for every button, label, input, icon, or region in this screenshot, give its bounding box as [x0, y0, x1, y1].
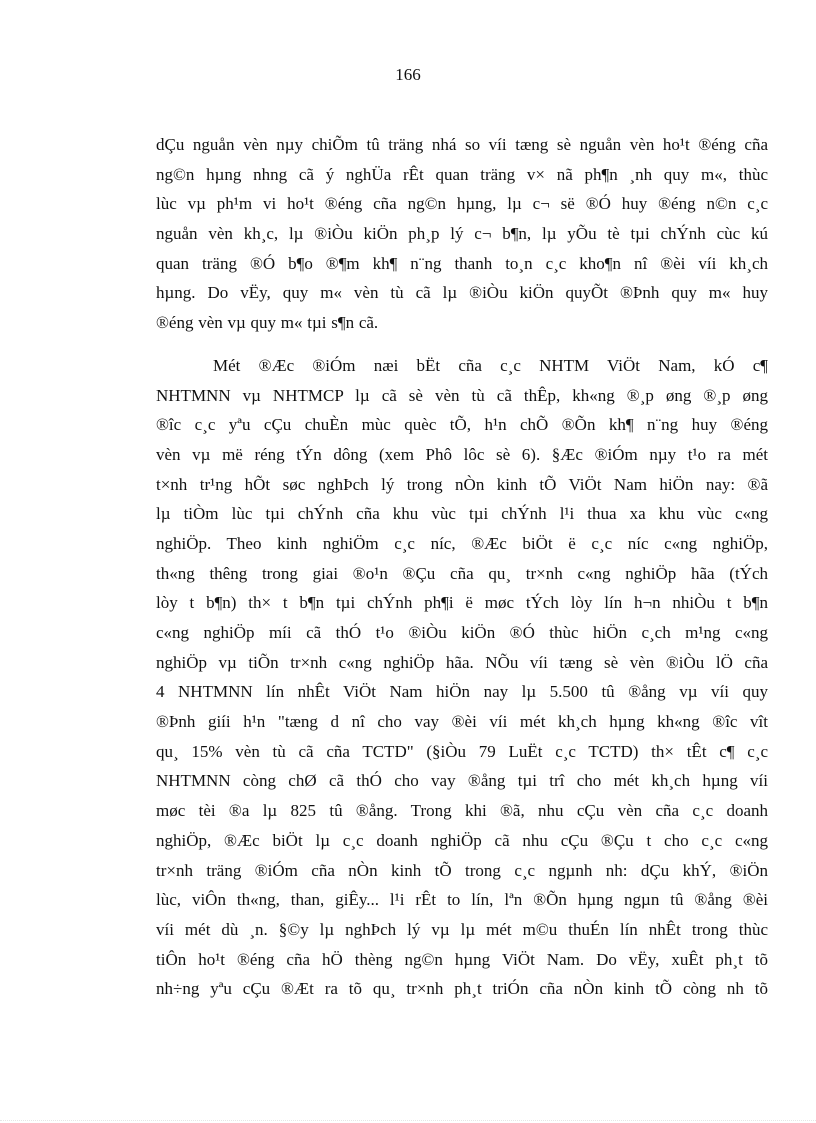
text-line: nghiÖp. Theo kinh nghiÖm c¸c níc, ®Æc biÖt ë c¸c níc c«ng nghiÖp, — [156, 533, 768, 553]
text-line: ®Þnh giíi h¹n "tæng d nî cho vay ®èi víi mét kh¸ch hµng kh«ng ®îc vît — [156, 712, 768, 732]
text-line: 4 NHTMNN lín nhÊt ViÖt Nam hiÖn nay lµ 5.500 tû ®ång vµ víi quy — [156, 682, 768, 702]
text-line: th«ng thêng trong giai ®o¹n ®Çu cña qu¸ tr×nh c«ng nghiÖp hãa (tÝch — [156, 563, 768, 583]
text-line: møc tèi ®a lµ 825 tû ®ång. Trong khi ®ã, nhu cÇu vèn cña c¸c doanh — [156, 801, 768, 821]
text-line: nh÷ng yªu cÇu ®Æt ra tõ qu¸ tr×nh ph¸t triÓn cña nÒn kinh tÕ còng nh tõ — [156, 979, 768, 999]
text-line: lùc vµ ph¹m vi ho¹t ®éng cña ng©n hµng, lµ c¬ së ®Ó huy ®éng n©n c¸c — [156, 194, 768, 214]
text-line: tiÔn ho¹t ®éng cña hÖ thèng ng©n hµng ViÖt Nam. Do vËy, xuÊt ph¸t tõ — [156, 949, 768, 969]
text-line: quan träng ®Ó b¶o ®¶m kh¶ n¨ng thanh to¸n c¸c kho¶n nî ®èi víi kh¸ch — [156, 253, 768, 273]
text-line: vèn vµ më réng tÝn dông (xem Phô lôc sè 6). §Æc ®iÓm nµy t¹o ra mét — [156, 444, 768, 464]
text-line: ®éng vèn vµ quy m« tµi s¶n cã. — [156, 313, 379, 333]
text-line: nghiÖp, ®Æc biÖt lµ c¸c doanh nghiÖp cã nhu cÇu ®Çu t cho c¸c c«ng — [156, 830, 768, 850]
text-line: nghiÖp vµ tiÕn tr×nh c«ng nghiÖp hãa. NÕu víi tæng sè vèn ®iÒu lÖ cña — [156, 652, 768, 672]
text-line: víi mét dù ¸n. §©y lµ nghÞch lý vµ lµ mét m©u thuÉn lín nhÊt trong thùc — [156, 919, 768, 939]
text-line: nguån vèn kh¸c, lµ ®iÒu kiÖn ph¸p lý c¬ b¶n, lµ yÕu tè tµi chÝnh cùc kú — [156, 224, 768, 244]
text-line: qu¸ 15% vèn tù cã cña TCTD" (§iÒu 79 LuËt c¸c TCTD) th× tÊt c¶ c¸c — [156, 741, 768, 761]
paragraph-1 — [156, 130, 768, 338]
text-line: NHTMNN vµ NHTMCP lµ cã sè vèn tù cã thÊp, kh«ng ®¸p øng ®¸p øng — [156, 385, 768, 405]
text-line: lùc, viÔn th«ng, than, giÊy... l¹i rÊt to lín, lªn ®Õn hµng ngµn tû ®ång ®èi — [156, 890, 768, 910]
text-line: t×nh tr¹ng hÕt søc nghÞch lý trong nÒn kinh tÕ ViÖt Nam hiÖn nay: ®ã — [156, 474, 768, 494]
text-line: tr×nh träng ®iÓm cña nÒn kinh tÕ trong c¸c ngµnh nh: dÇu khÝ, ®iÖn — [156, 860, 768, 880]
text-line: c«ng nghiÖp míi cã thÓ t¹o ®iÒu kiÖn ®Ó thùc hiÖn c¸ch m¹ng c«ng — [156, 623, 768, 642]
text-line: Mét ®Æc ®iÓm næi bËt cña c¸c NHTM ViÖt Nam, kÓ c¶ — [213, 355, 768, 375]
paragraph-spacing — [156, 338, 768, 351]
text-line: hµng. Do vËy, quy m« vèn tù cã lµ ®iÒu kiÖn quyÕt ®Þnh quy m« huy — [156, 283, 768, 303]
text-line: lòy t b¶n) th× t b¶n tµi chÝnh ph¶i ë møc tÝch lòy lín h¬n nhiÒu t b¶n — [156, 593, 768, 613]
text-line: ng©n hµng nhng cã ý nghÜa rÊt quan träng v× nã ph¶n ¸nh quy m«, thùc — [156, 164, 768, 184]
text-line: NHTMNN còng chØ cã thÓ cho vay ®ång tµi trî cho mét kh¸ch hµng víi — [156, 771, 768, 791]
text-line: dÇu nguån vèn nµy chiÕm tû träng nhá so víi tæng sè nguån vèn ho¹t ®éng cña — [156, 135, 768, 154]
text-line: ®îc c¸c yªu cÇu chuÈn mùc quèc tÕ, h¹n chÕ ®Õn kh¶ n¨ng huy ®éng — [156, 415, 768, 435]
page-number: 166 — [395, 65, 421, 84]
text-line: lµ tiÒm lùc tµi chÝnh cña khu vùc tµi chÝnh l¹i thua xa khu vùc c«ng — [156, 504, 768, 524]
body-text — [156, 130, 768, 1004]
paragraph-2 — [156, 351, 768, 1004]
